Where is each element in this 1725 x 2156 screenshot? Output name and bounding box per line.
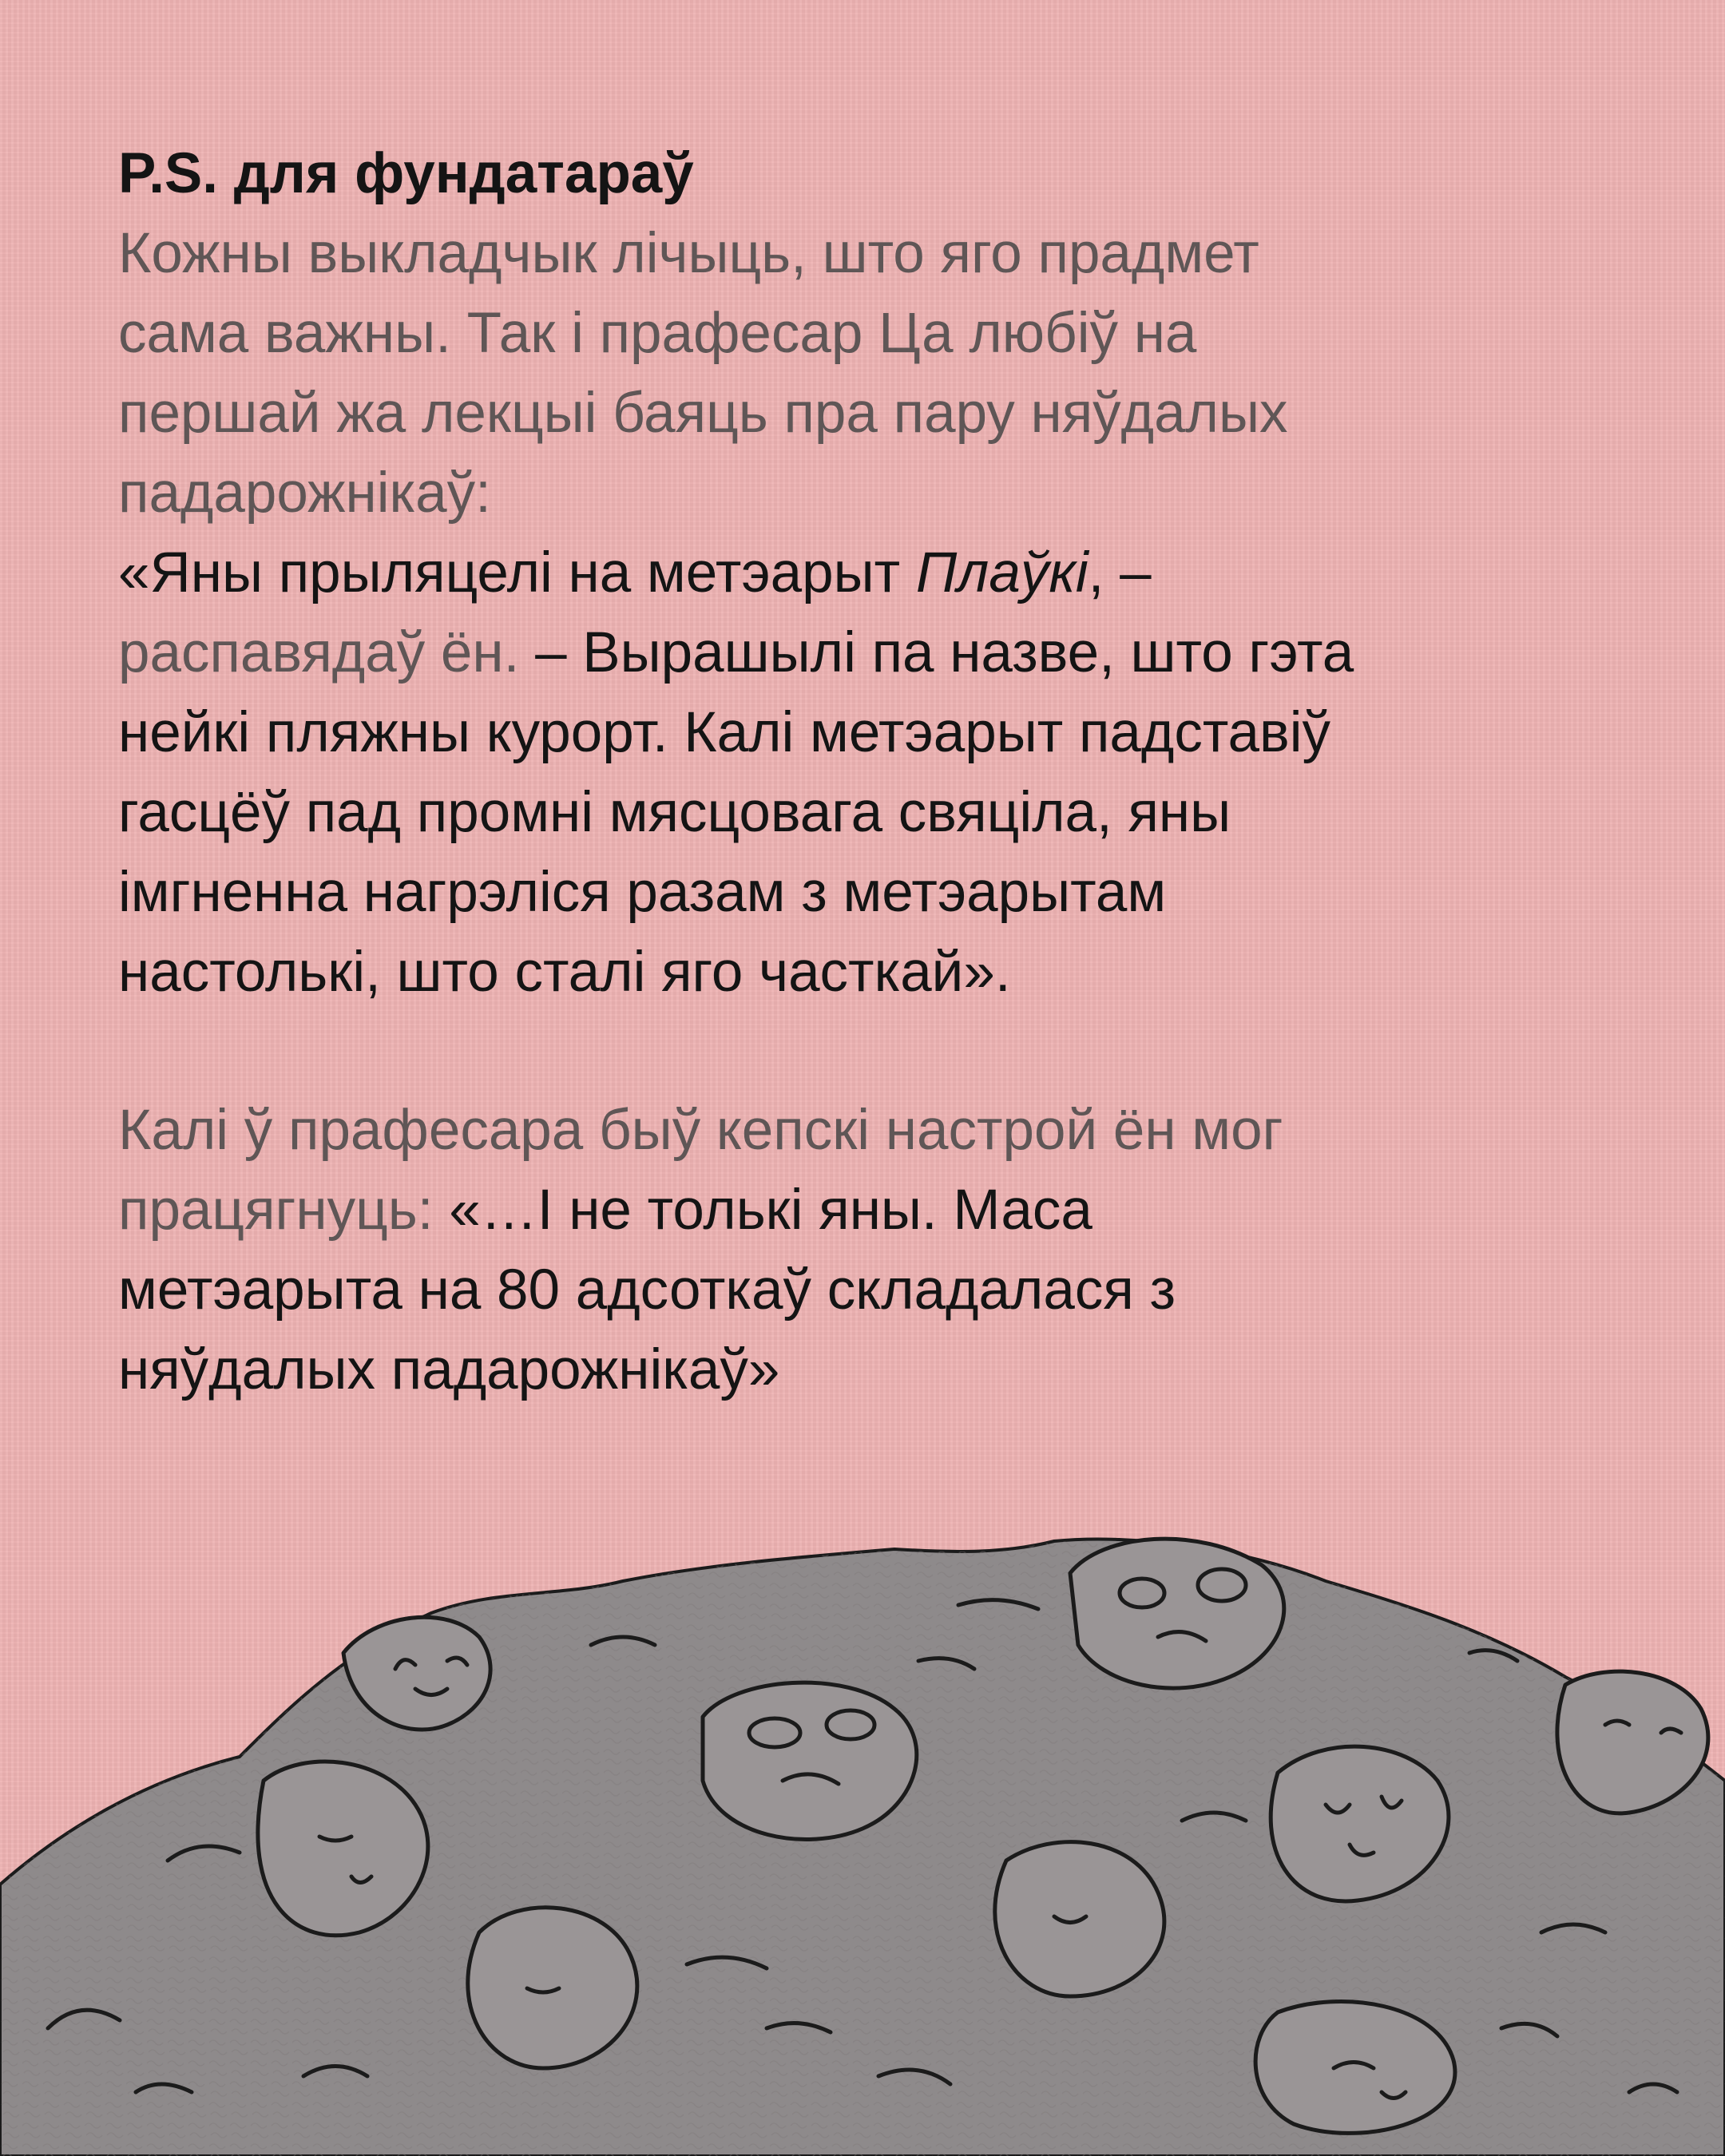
intro-line-1: Кожны выкладчык лічыць, што яго прадмет (118, 222, 1259, 285)
heading: P.S. для фундатараў (118, 142, 694, 205)
quote-line-4: гасцёў пад промні мясцовага свяціла, яны (118, 781, 1231, 844)
traveler-face-3 (703, 1682, 917, 1839)
para2-line-3: метэарыта на 80 адсоткаў складалася з (118, 1258, 1176, 1322)
paragraph-gap (118, 1013, 1636, 1091)
quote-line-1-end: , – (1088, 541, 1152, 604)
quote-line-1 (118, 533, 1636, 613)
quote-line-2 (118, 613, 1636, 693)
quote-line-3: нейкі пляжны курорт. Калі метэарыт падставіў (118, 701, 1331, 764)
quote-line-1-start: «Яны прыляцелі на метэарыт (118, 541, 916, 604)
intro-line-3: першай жа лекцыі баяць пра пару няўдалых (118, 382, 1288, 445)
intro-line-4: падарожнікаў: (118, 462, 491, 525)
traveler-face-6 (995, 1842, 1164, 1996)
traveler-face-8 (1255, 2002, 1455, 2134)
para2-line-2 (118, 1171, 1636, 1250)
intro-line-2: сама важны. Так і прафесар Ца любіў на (118, 302, 1197, 365)
meteorite-illustration (0, 1517, 1725, 2156)
traveler-face-7 (468, 1908, 637, 2068)
para2-line-1: Калі ў прафесара быў кепскі настрой ён мог (118, 1099, 1283, 1162)
meteorite-name: Плаўкі (915, 541, 1089, 604)
quote-line-6: настолькі, што сталі яго часткай». (118, 941, 1011, 1004)
para2-line-4: няўдалых падарожнікаў» (118, 1338, 780, 1401)
quote-line-2-rest: – Вырашылі па назве, што гэта (519, 621, 1354, 684)
narrator-attribution: распавядаў ён. (118, 621, 520, 684)
story-text (118, 134, 1636, 1410)
quote-line-5: імгненна нагрэліся разам з метэарытам (118, 861, 1167, 924)
traveler-face-5 (258, 1762, 428, 1936)
para2-line-2-grey: працягнуць: (118, 1179, 434, 1242)
para2-line-2-rest: «…І не толькі яны. Маса (433, 1179, 1092, 1242)
traveler-face-2 (1070, 1539, 1284, 1688)
